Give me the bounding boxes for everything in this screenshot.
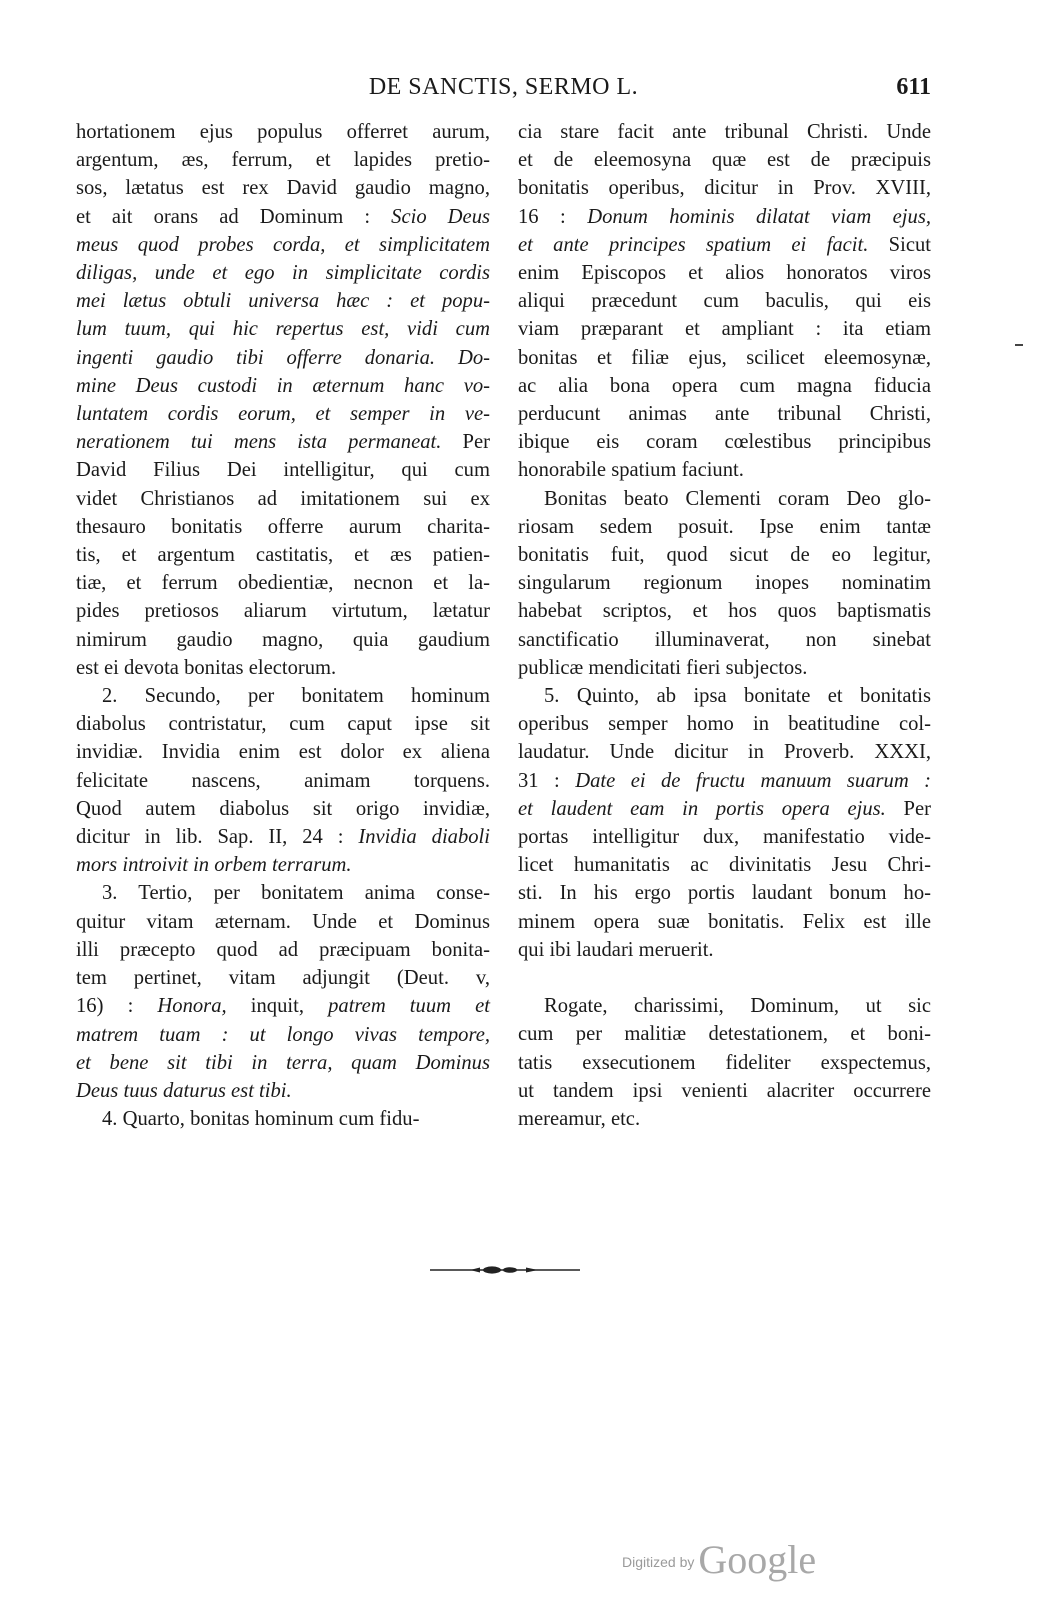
text-line: honorabile spatium faciunt. bbox=[518, 459, 744, 482]
text-line: felicitate nascens, animam torquens. bbox=[76, 769, 490, 792]
text-line: 16) : Honora, inquit, patrem tuum et bbox=[76, 995, 490, 1018]
ornamental-rule bbox=[430, 1263, 580, 1277]
text-line: licet humanitatis ac divinitatis Jesu Chri- bbox=[518, 854, 931, 877]
text-line: matrem tuam : ut longo vivas tempore, bbox=[76, 1023, 490, 1046]
left-column bbox=[76, 118, 490, 1133]
text-line: mors introivit in orbem terrarum. bbox=[76, 854, 352, 877]
text-line: Rogate, charissimi, Dominum, ut sic bbox=[544, 995, 931, 1018]
paragraph bbox=[518, 118, 931, 485]
text-line: bonitatis operibus, dicitur in Prov. XVIII, bbox=[518, 177, 931, 200]
text-line: videt Christianos ad imitationem sui ex bbox=[76, 487, 490, 510]
running-title: DE SANCTIS, SERMO L. bbox=[368, 74, 639, 100]
text-line: nimirum gaudio magno, quia gaudium bbox=[76, 628, 490, 651]
text-line: hortationem ejus populus offerret aurum, bbox=[76, 121, 490, 143]
digitized-by-text: Digitized by bbox=[622, 1554, 695, 1570]
digitization-watermark bbox=[622, 1536, 816, 1586]
google-logo-text: Google bbox=[698, 1537, 817, 1582]
text-line: est ei devota bonitas electorum. bbox=[76, 656, 337, 679]
text-line: argentum, æs, ferrum, et lapides pretio- bbox=[76, 149, 490, 172]
text-line: bonitas et filiæ ejus, scilicet eleemosynæ, bbox=[518, 346, 931, 369]
right-column bbox=[518, 118, 931, 1133]
paragraph bbox=[518, 682, 931, 964]
text-line: Deus tuus daturus est tibi. bbox=[76, 1079, 292, 1102]
text-line: et bene sit tibi in terra, quam Dominus bbox=[76, 1051, 490, 1074]
running-header bbox=[76, 74, 931, 104]
closing-paragraph bbox=[518, 992, 931, 1133]
text-line: sanctificatio illuminaverat, non sinebat bbox=[518, 628, 931, 651]
text-line: nerationem tui mens ista permaneat. Per bbox=[76, 431, 490, 454]
text-line: illi præcepto quod ad præcipuam bonita- bbox=[76, 938, 490, 961]
text-line: Bonitas beato Clementi coram Deo glo- bbox=[544, 487, 931, 510]
text-line: lum tuum, qui hic repertus est, vidi cum bbox=[76, 318, 490, 341]
text-line: et ait orans ad Dominum : Scio Deus bbox=[76, 205, 491, 228]
paragraph bbox=[76, 682, 490, 879]
text-line: et ante principes spatium ei facit. Sicut bbox=[518, 233, 931, 256]
text-line: 4. Quarto, bonitas hominum cum fidu- bbox=[102, 1108, 420, 1131]
text-line: ibique eis coram cœlestibus principibus bbox=[518, 431, 931, 454]
text-line: riosam sedem posuit. Ipse enim tantæ bbox=[518, 515, 931, 538]
text-line: publicæ mendicitati fieri subjectos. bbox=[518, 656, 808, 679]
text-line: tis, et argentum castitatis, et æs patien- bbox=[76, 544, 490, 567]
text-line: viam præparant et ampliant : ita etiam bbox=[518, 318, 931, 341]
text-line: et de eleemosyna quæ est de præcipuis bbox=[518, 149, 931, 172]
text-line: minem opera suæ bonitatis. Felix est ille bbox=[518, 910, 931, 933]
text-line: cum per malitiæ detestationem, et boni- bbox=[518, 1023, 931, 1046]
paragraph bbox=[76, 118, 490, 682]
text-line: dicitur in lib. Sap. II, 24 : Invidia diaboli bbox=[76, 826, 491, 849]
text-line: enim Episcopos et alios honoratos viros bbox=[518, 262, 931, 285]
text-line: diabolus contristatur, cum caput ipse sit bbox=[76, 713, 490, 736]
text-line: meus quod probes corda, et simplicitatem bbox=[76, 233, 490, 256]
text-line: 3. Tertio, per bonitatem anima conse- bbox=[102, 882, 490, 905]
text-line: mei lætus obtuli universa hæc : et popu- bbox=[76, 290, 490, 313]
text-line: Quod autem diabolus sit origo invidiæ, bbox=[76, 797, 490, 820]
text-line: invidiæ. Invidia enim est dolor ex aliena bbox=[76, 741, 490, 764]
text-line: aliqui præcedunt cum baculis, qui eis bbox=[518, 290, 931, 313]
text-line: mereamur, etc. bbox=[518, 1107, 641, 1130]
text-line: diligas, unde et ego in simplicitate cordis bbox=[76, 262, 490, 285]
text-line: cia stare facit ante tribunal Christi. Unde bbox=[518, 121, 931, 143]
text-line: sti. In his ergo portis laudant bonum ho- bbox=[518, 882, 931, 905]
text-line: ut tandem ipsi venienti alacriter occurrere bbox=[518, 1079, 931, 1102]
text-line: perducunt animas ante tribunal Christi, bbox=[518, 403, 931, 426]
paragraph bbox=[76, 1105, 490, 1133]
text-line: sos, lætatus est rex David gaudio magno, bbox=[76, 177, 490, 200]
text-line: tem pertinet, vitam adjungit (Deut. v, bbox=[76, 967, 490, 990]
text-line: mine Deus custodi in æternum hanc vo- bbox=[76, 374, 490, 397]
paragraph bbox=[76, 879, 490, 1105]
text-line: et laudent eam in portis opera ejus. Per bbox=[518, 797, 931, 820]
text-line: qui ibi laudari meruerit. bbox=[518, 938, 714, 961]
page-number: 611 bbox=[896, 74, 931, 100]
text-line: ingenti gaudio tibi offerre donaria. Do- bbox=[76, 346, 490, 369]
text-line: 2. Secundo, per bonitatem hominum bbox=[102, 685, 490, 708]
text-line: operibus semper homo in beatitudine col- bbox=[518, 713, 931, 736]
text-line: luntatem cordis eorum, et semper in ve- bbox=[76, 403, 490, 426]
text-line: bonitatis fuit, quod sicut de eo legitur, bbox=[518, 544, 931, 567]
text-line: thesauro bonitatis offerre aurum charita- bbox=[76, 515, 490, 538]
text-line: laudatur. Unde dicitur in Proverb. XXXI, bbox=[518, 741, 931, 764]
text-line: habebat scriptos, et hos quos baptismatis bbox=[518, 600, 931, 623]
text-line: David Filius Dei intelligitur, qui cum bbox=[76, 459, 490, 482]
paragraph bbox=[518, 485, 931, 682]
text-line: 16 : Donum hominis dilatat viam ejus, bbox=[518, 205, 931, 228]
text-line: 31 : Date ei de fructu manuum suarum : bbox=[518, 769, 931, 792]
text-line: portas intelligitur dux, manifestatio vide- bbox=[518, 826, 931, 849]
text-line: singularum regionum inopes nominatim bbox=[518, 572, 931, 595]
text-line: tiæ, et ferrum obedientiæ, necnon et la- bbox=[76, 572, 490, 595]
text-line: tatis exsecutionem fideliter exspectemus, bbox=[518, 1051, 931, 1074]
text-line: quitur vitam æternam. Unde et Dominus bbox=[76, 910, 490, 933]
margin-mark bbox=[1015, 344, 1023, 346]
text-line: 5. Quinto, ab ipsa bonitate et bonitatis bbox=[544, 685, 931, 708]
text-line: ac alia bona opera cum magna fiducia bbox=[518, 374, 931, 397]
text-line: pides pretiosos aliarum virtutum, lætatur bbox=[76, 600, 490, 623]
